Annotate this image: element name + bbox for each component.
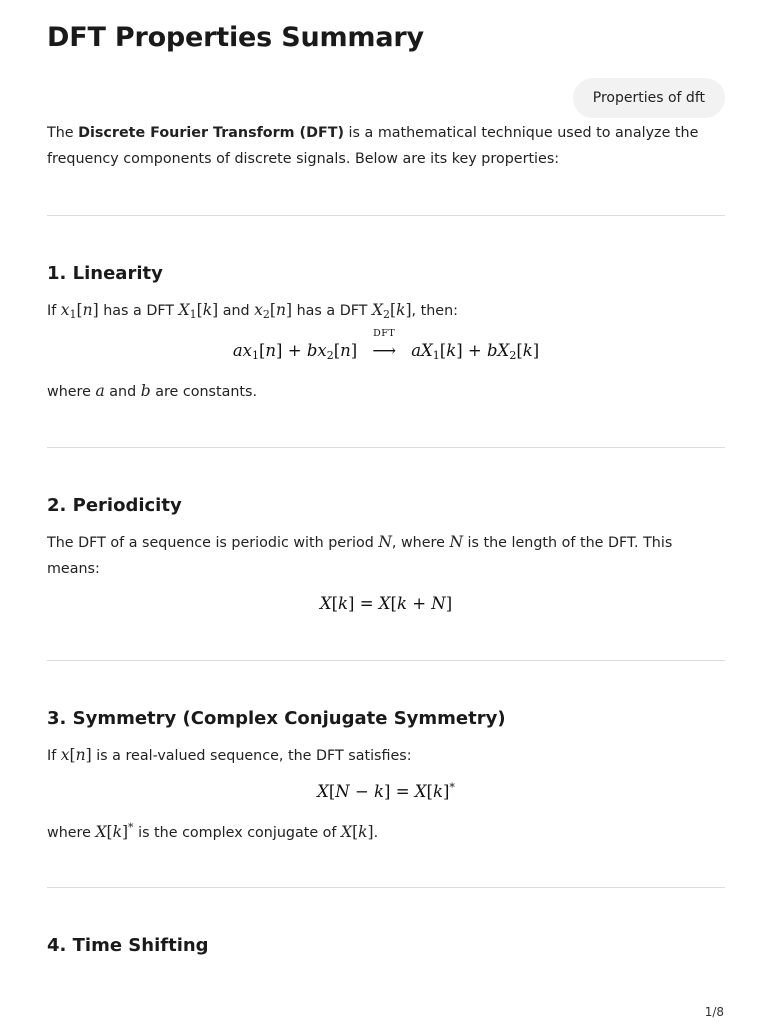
- symmetry-equation: X[N − k] = X[k]*: [317, 781, 455, 801]
- heading-periodicity: 2. Periodicity: [47, 495, 182, 516]
- intro-paragraph: The Discrete Fourier Transform (DFT) is a mathematical technique used to analyze the frequency components of discrete signals. Below are its key properties:: [47, 125, 699, 167]
- heading-linearity: 1. Linearity: [47, 263, 163, 284]
- intro-bold-term: Discrete Fourier Transform (DFT): [78, 125, 345, 141]
- heading-symmetry: 3. Symmetry (Complex Conjugate Symmetry): [47, 708, 506, 729]
- heading-time-shifting: 4. Time Shifting: [47, 935, 209, 956]
- linearity-note: where a and b are constants.: [47, 382, 258, 400]
- periodicity-equation: X[k] = X[k + N]: [319, 594, 453, 613]
- page-title: DFT Properties Summary: [47, 22, 424, 53]
- topic-tag[interactable]: Properties of dft: [573, 78, 725, 118]
- divider: [47, 447, 725, 448]
- divider: [47, 215, 725, 216]
- page-number: 1/8: [704, 1005, 724, 1019]
- divider: [47, 660, 725, 661]
- symmetry-text: If x[n] is a real-valued sequence, the DFT satisfies:: [47, 746, 412, 764]
- periodicity-text: The DFT of a sequence is periodic with period N, where N is the length of the DFT. This means:: [47, 533, 673, 577]
- divider: [47, 887, 725, 888]
- linearity-text: If $x_1[n]$ has a DFT $X_1[k]$ and $x_2[n]$ has a DFT $X_2[k]$, then:: [47, 301, 458, 321]
- symmetry-note: where X[k]* is the complex conjugate of X[k].: [47, 821, 379, 841]
- linearity-equation: $ax_1[n] + bx_2[n]$ DFT ⟶ $aX_1[k] + bX_2[k]$: [232, 328, 540, 362]
